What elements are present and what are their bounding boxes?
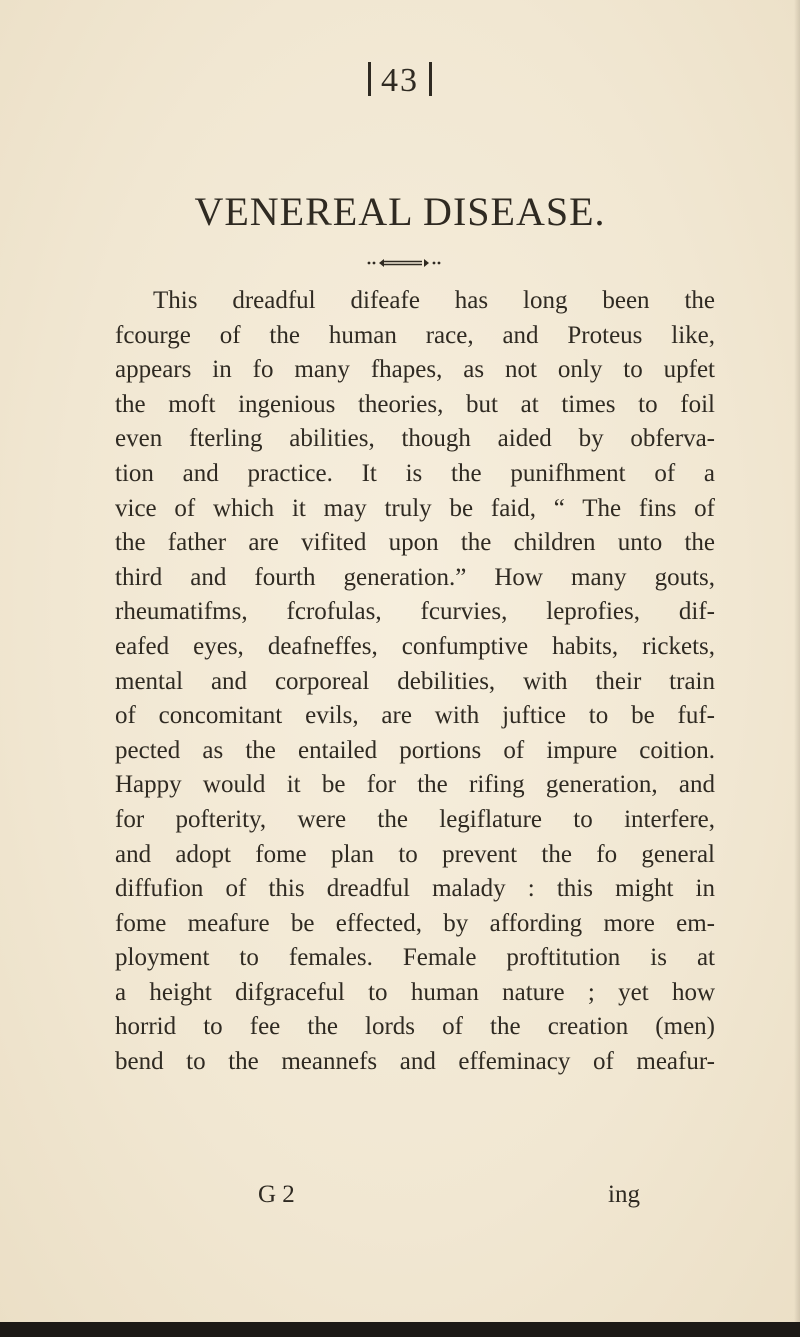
text-line: a height difgraceful to human nature ; yet how	[115, 978, 715, 1006]
text-line: third and fourth generation.” How many gouts,	[115, 563, 715, 591]
text-line: the father are vifited upon the children unto the	[115, 529, 715, 557]
page-edge-shadow	[794, 0, 800, 1337]
text-line: Happy would it be for the rifing generation, and	[115, 771, 715, 799]
text-line: This dreadful difeafe has long been the	[153, 287, 715, 314]
decorative-rule-icon	[366, 256, 442, 270]
text-line: bend to the meannefs and effeminacy of meafur-	[115, 1048, 715, 1076]
text-line: the moft ingenious theories, but at times to foil	[115, 390, 715, 418]
text-line: appears in fo many fhapes, as not only to upfet	[115, 356, 715, 384]
catchword: ing	[608, 1181, 640, 1208]
text-line: of concomitant evils, are with juftice to be fuf-	[115, 702, 715, 730]
chapter-title: VENEREAL DISEASE.	[194, 189, 606, 234]
body-text	[115, 284, 715, 1080]
text-line: fcourge of the human race, and Proteus like,	[115, 321, 715, 349]
text-line: for pofterity, were the legiflature to interfere,	[115, 805, 715, 833]
text-line: ployment to females. Female proftitution is at	[115, 944, 715, 972]
page-number-text: 43	[381, 62, 419, 99]
text-line: vice of which it may truly be faid, “ The fins of	[115, 494, 715, 522]
text-line: tion and practice. It is the punifhment of a	[115, 459, 715, 487]
signature-mark: G 2	[258, 1181, 295, 1208]
page-number-right-bar	[429, 62, 432, 96]
text-line: diffufion of this dreadful malady : this might in	[115, 875, 715, 903]
text-line: horrid to fee the lords of the creation (men)	[115, 1013, 715, 1041]
text-line: pected as the entailed portions of impure coition.	[115, 736, 715, 764]
text-line: fome meafure be effected, by affording more em-	[115, 909, 715, 937]
text-line: rheumatifms, fcrofulas, fcurvies, leprofies, dif-	[115, 598, 715, 626]
text-line: and adopt fome plan to prevent the fo general	[115, 840, 715, 868]
page-number-left-bar	[368, 62, 371, 96]
text-line: eafed eyes, deafneffes, confumptive habits, rickets,	[115, 632, 715, 660]
text-line: even fterling abilities, though aided by obferva-	[115, 425, 715, 453]
page-bottom-edge	[0, 1322, 800, 1337]
text-line: mental and corporeal debilities, with their train	[115, 667, 715, 695]
page-number	[0, 62, 800, 100]
